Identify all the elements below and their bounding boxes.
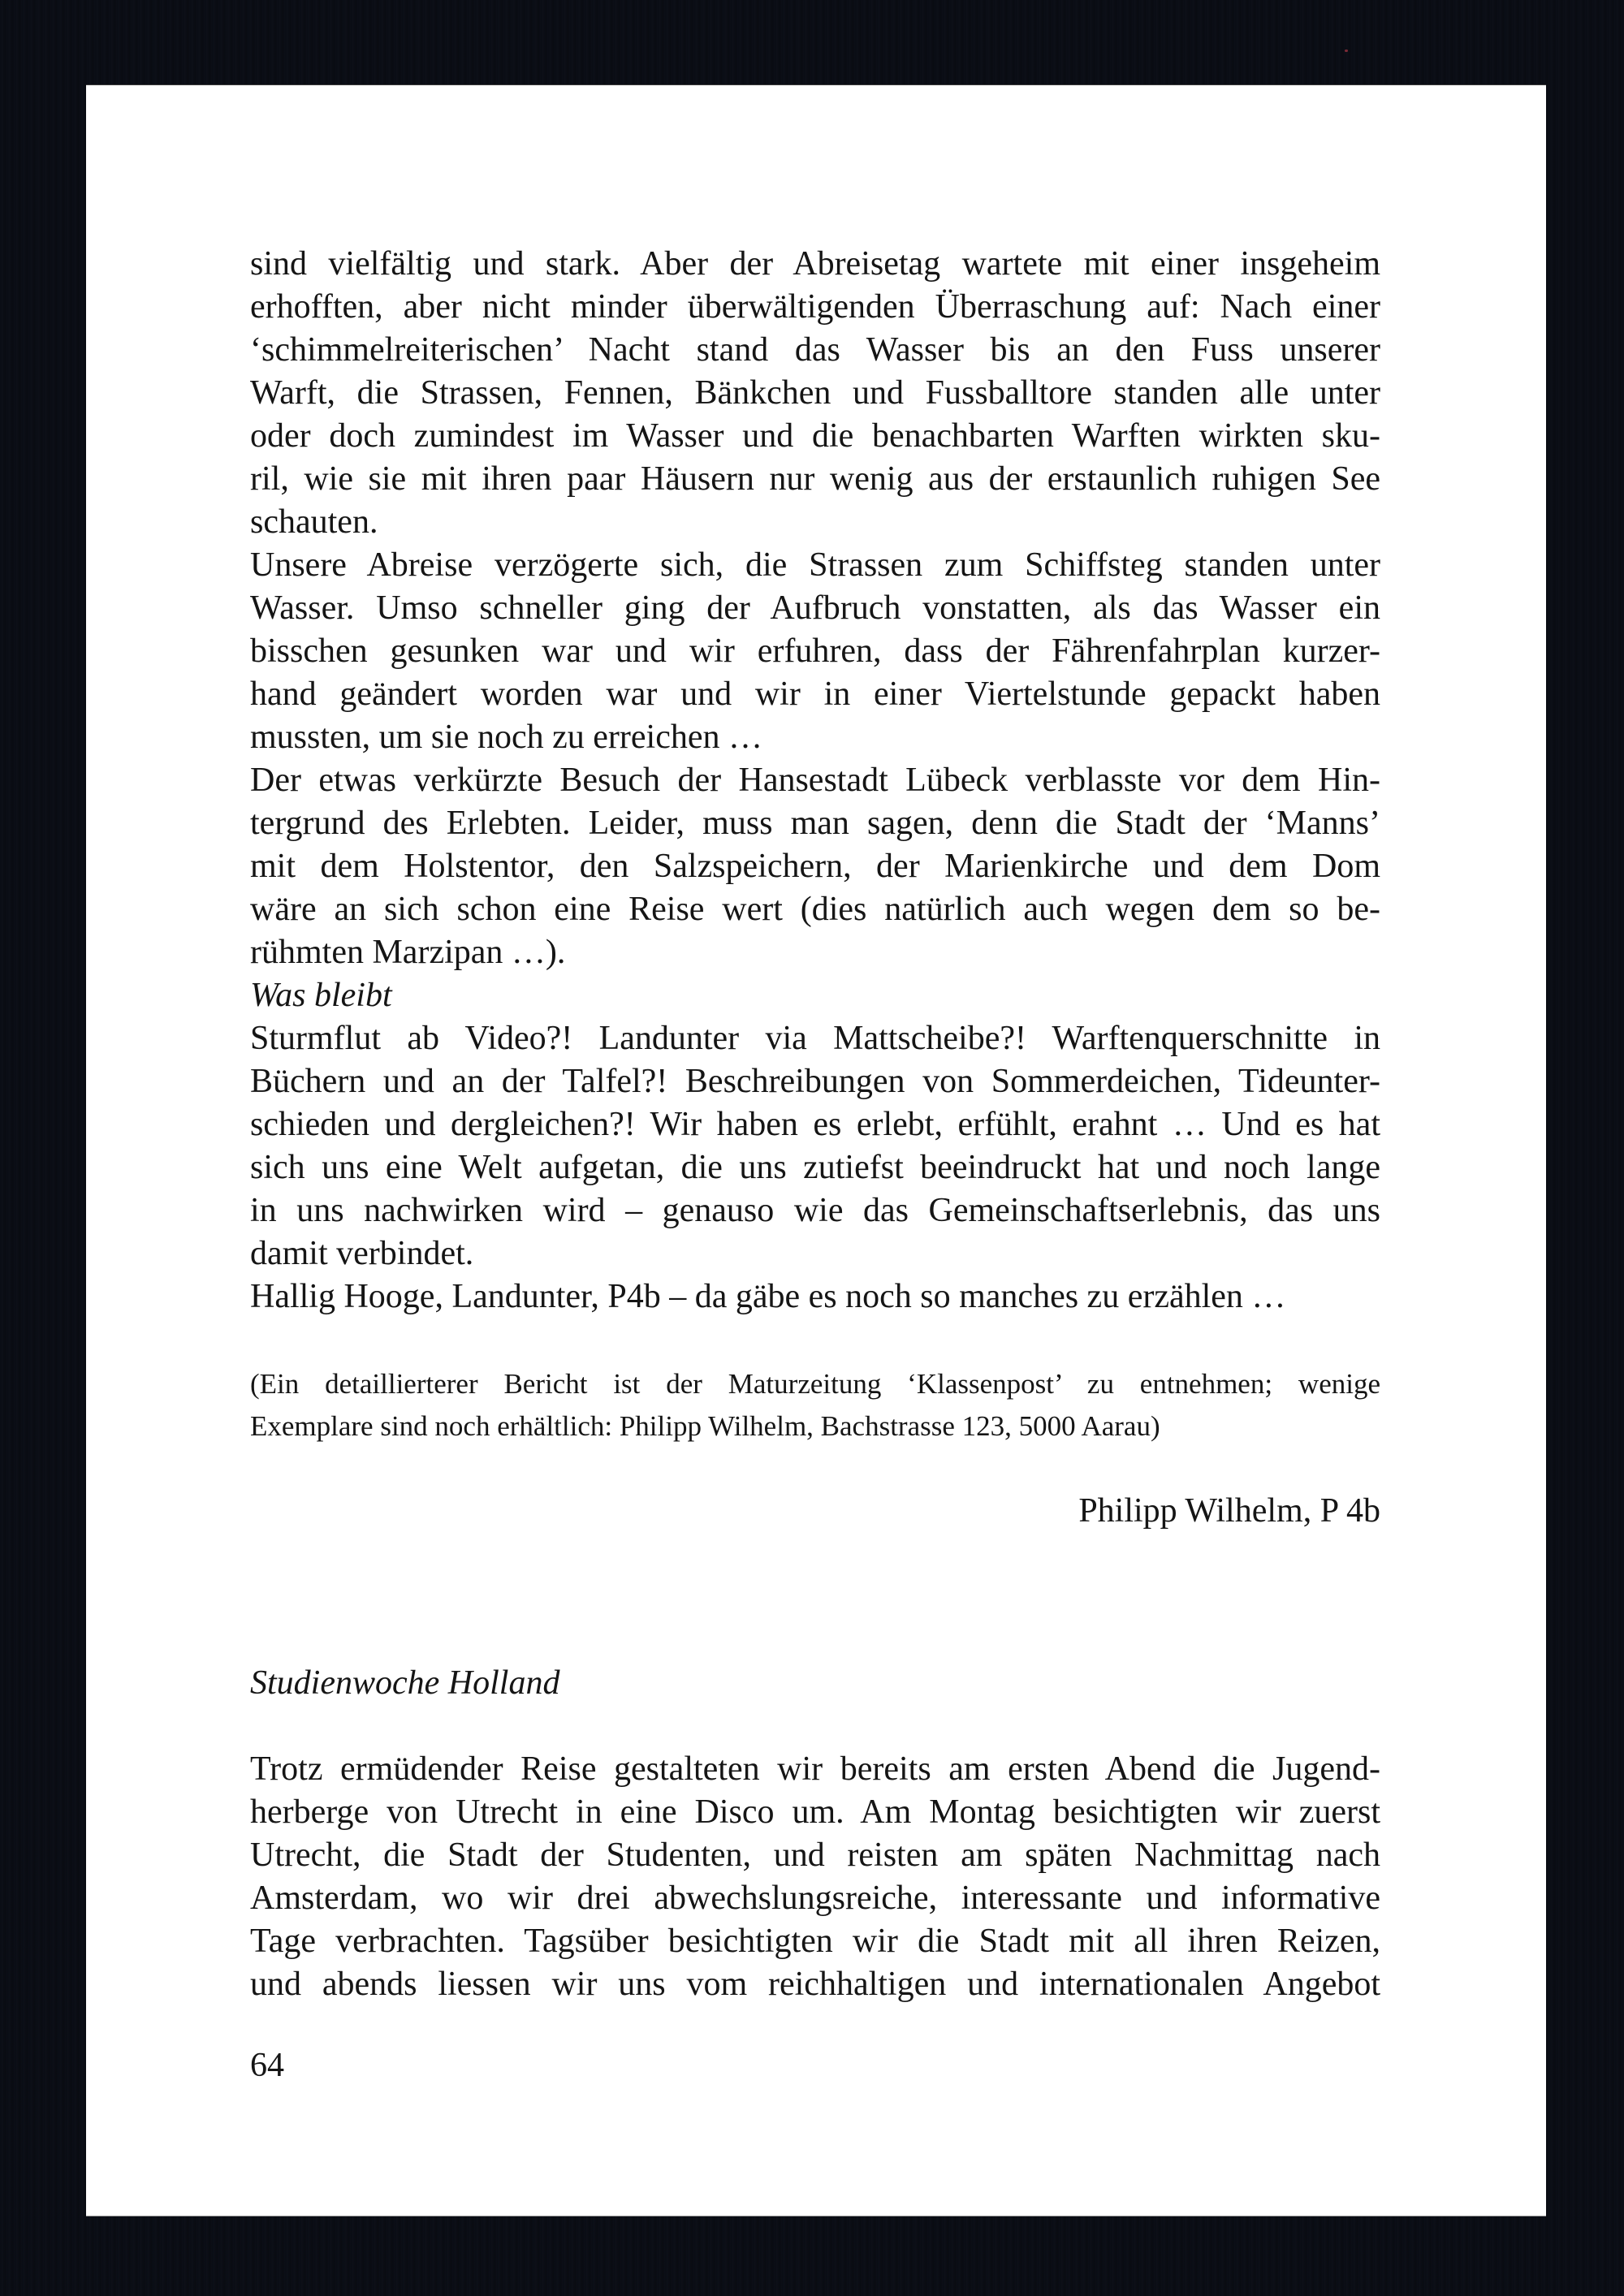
text-line: Sturmflut ab Video?! Landunter via Mattscheibe?! Warftenquerschnitte in (250, 1020, 1380, 1057)
text-line: Der etwas verkürzte Besuch der Hansestadt Lübeck verblasste vor dem Hin- (250, 762, 1380, 799)
text-line: in uns nachwirken wird – genauso wie das Gemeinschaftserlebnis, das uns (250, 1192, 1380, 1229)
note-line: Exemplare sind noch erhältlich: Philipp Wilhelm, Bachstrasse 123, 5000 Aarau) (250, 1410, 1160, 1442)
text-line: hand geändert worden war und wir in einer Viertelstunde gepackt haben (250, 675, 1380, 713)
text-line: Amsterdam, wo wir drei abwechslungsreiche, interessante und informative (250, 1880, 1380, 1917)
text-line: herberge von Utrecht in eine Disco um. Am Montag besichtigten wir zuerst (250, 1793, 1380, 1831)
text-line: und abends liessen wir uns vom reichhaltigen und internationalen Angebot (250, 1966, 1380, 2003)
dust-speck (1345, 50, 1348, 52)
text-line: sind vielfältig und stark. Aber der Abreisetag wartete mit einer insgeheim (250, 245, 1380, 283)
closing-line: Hallig Hooge, Landunter, P4b – da gäbe es noch so manches zu erzählen … (250, 1278, 1286, 1315)
text-line: tergrund des Erlebten. Leider, muss man sagen, denn die Stadt der ‘Manns’ (250, 805, 1380, 842)
text-line: Warft, die Strassen, Fennen, Bänkchen und Fussballtore standen alle unter (250, 374, 1380, 412)
text-line: rühmten Marzipan …). (250, 934, 566, 971)
author-signature: Philipp Wilhelm, P 4b (1078, 1492, 1380, 1530)
note-line: (Ein detaillierterer Bericht ist der Maturzeitung ‘Klassenpost’ zu entnehmen; wenige (250, 1368, 1380, 1400)
text-line: bisschen gesunken war und wir erfuhren, dass der Fährenfahrplan kurzer- (250, 632, 1380, 670)
text-line: Trotz ermüdender Reise gestalteten wir bereits am ersten Abend die Jugend- (250, 1750, 1380, 1788)
text-line: ‘schimmelreiterischen’ Nacht stand das Wasser bis an den Fuss unserer (250, 331, 1380, 369)
subheading-was-bleibt: Was bleibt (250, 977, 392, 1014)
text-line: oder doch zumindest im Wasser und die benachbarten Warften wirkten sku- (250, 417, 1380, 455)
text-line: wäre an sich schon eine Reise wert (dies natürlich auch wegen dem so be- (250, 891, 1380, 928)
text-line: Unsere Abreise verzögerte sich, die Strassen zum Schiffsteg standen unter (250, 546, 1380, 584)
text-line: schieden und dergleichen?! Wir haben es erlebt, erfühlt, erahnt … Und es hat (250, 1106, 1380, 1143)
text-line: sich uns eine Welt aufgetan, die uns zutiefst beeindruckt hat und noch lange (250, 1149, 1380, 1186)
text-line: ril, wie sie mit ihren paar Häusern nur wenig aus der erstaunlich ruhigen See (250, 460, 1380, 498)
text-line: Büchern und an der Talfel?! Beschreibungen von Sommerdeichen, Tideunter- (250, 1063, 1380, 1100)
text-line: mussten, um sie noch zu erreichen … (250, 719, 762, 756)
text-line: Wasser. Umso schneller ging der Aufbruch vonstatten, als das Wasser ein (250, 589, 1380, 627)
text-line: mit dem Holstentor, den Salzspeichern, der Marienkirche und dem Dom (250, 848, 1380, 885)
text-line: erhofften, aber nicht minder überwältigenden Überraschung auf: Nach einer (250, 288, 1380, 326)
text-line: damit verbindet. (250, 1235, 474, 1272)
text-line: schauten. (250, 503, 378, 541)
text-line: Tage verbrachten. Tagsüber besichtigten wir die Stadt mit all ihren Reizen, (250, 1923, 1380, 1960)
section-title: Studienwoche Holland (250, 1664, 560, 1702)
text-line: Utrecht, die Stadt der Studenten, und reisten am späten Nachmittag nach (250, 1836, 1380, 1874)
page-number: 64 (250, 2047, 284, 2084)
